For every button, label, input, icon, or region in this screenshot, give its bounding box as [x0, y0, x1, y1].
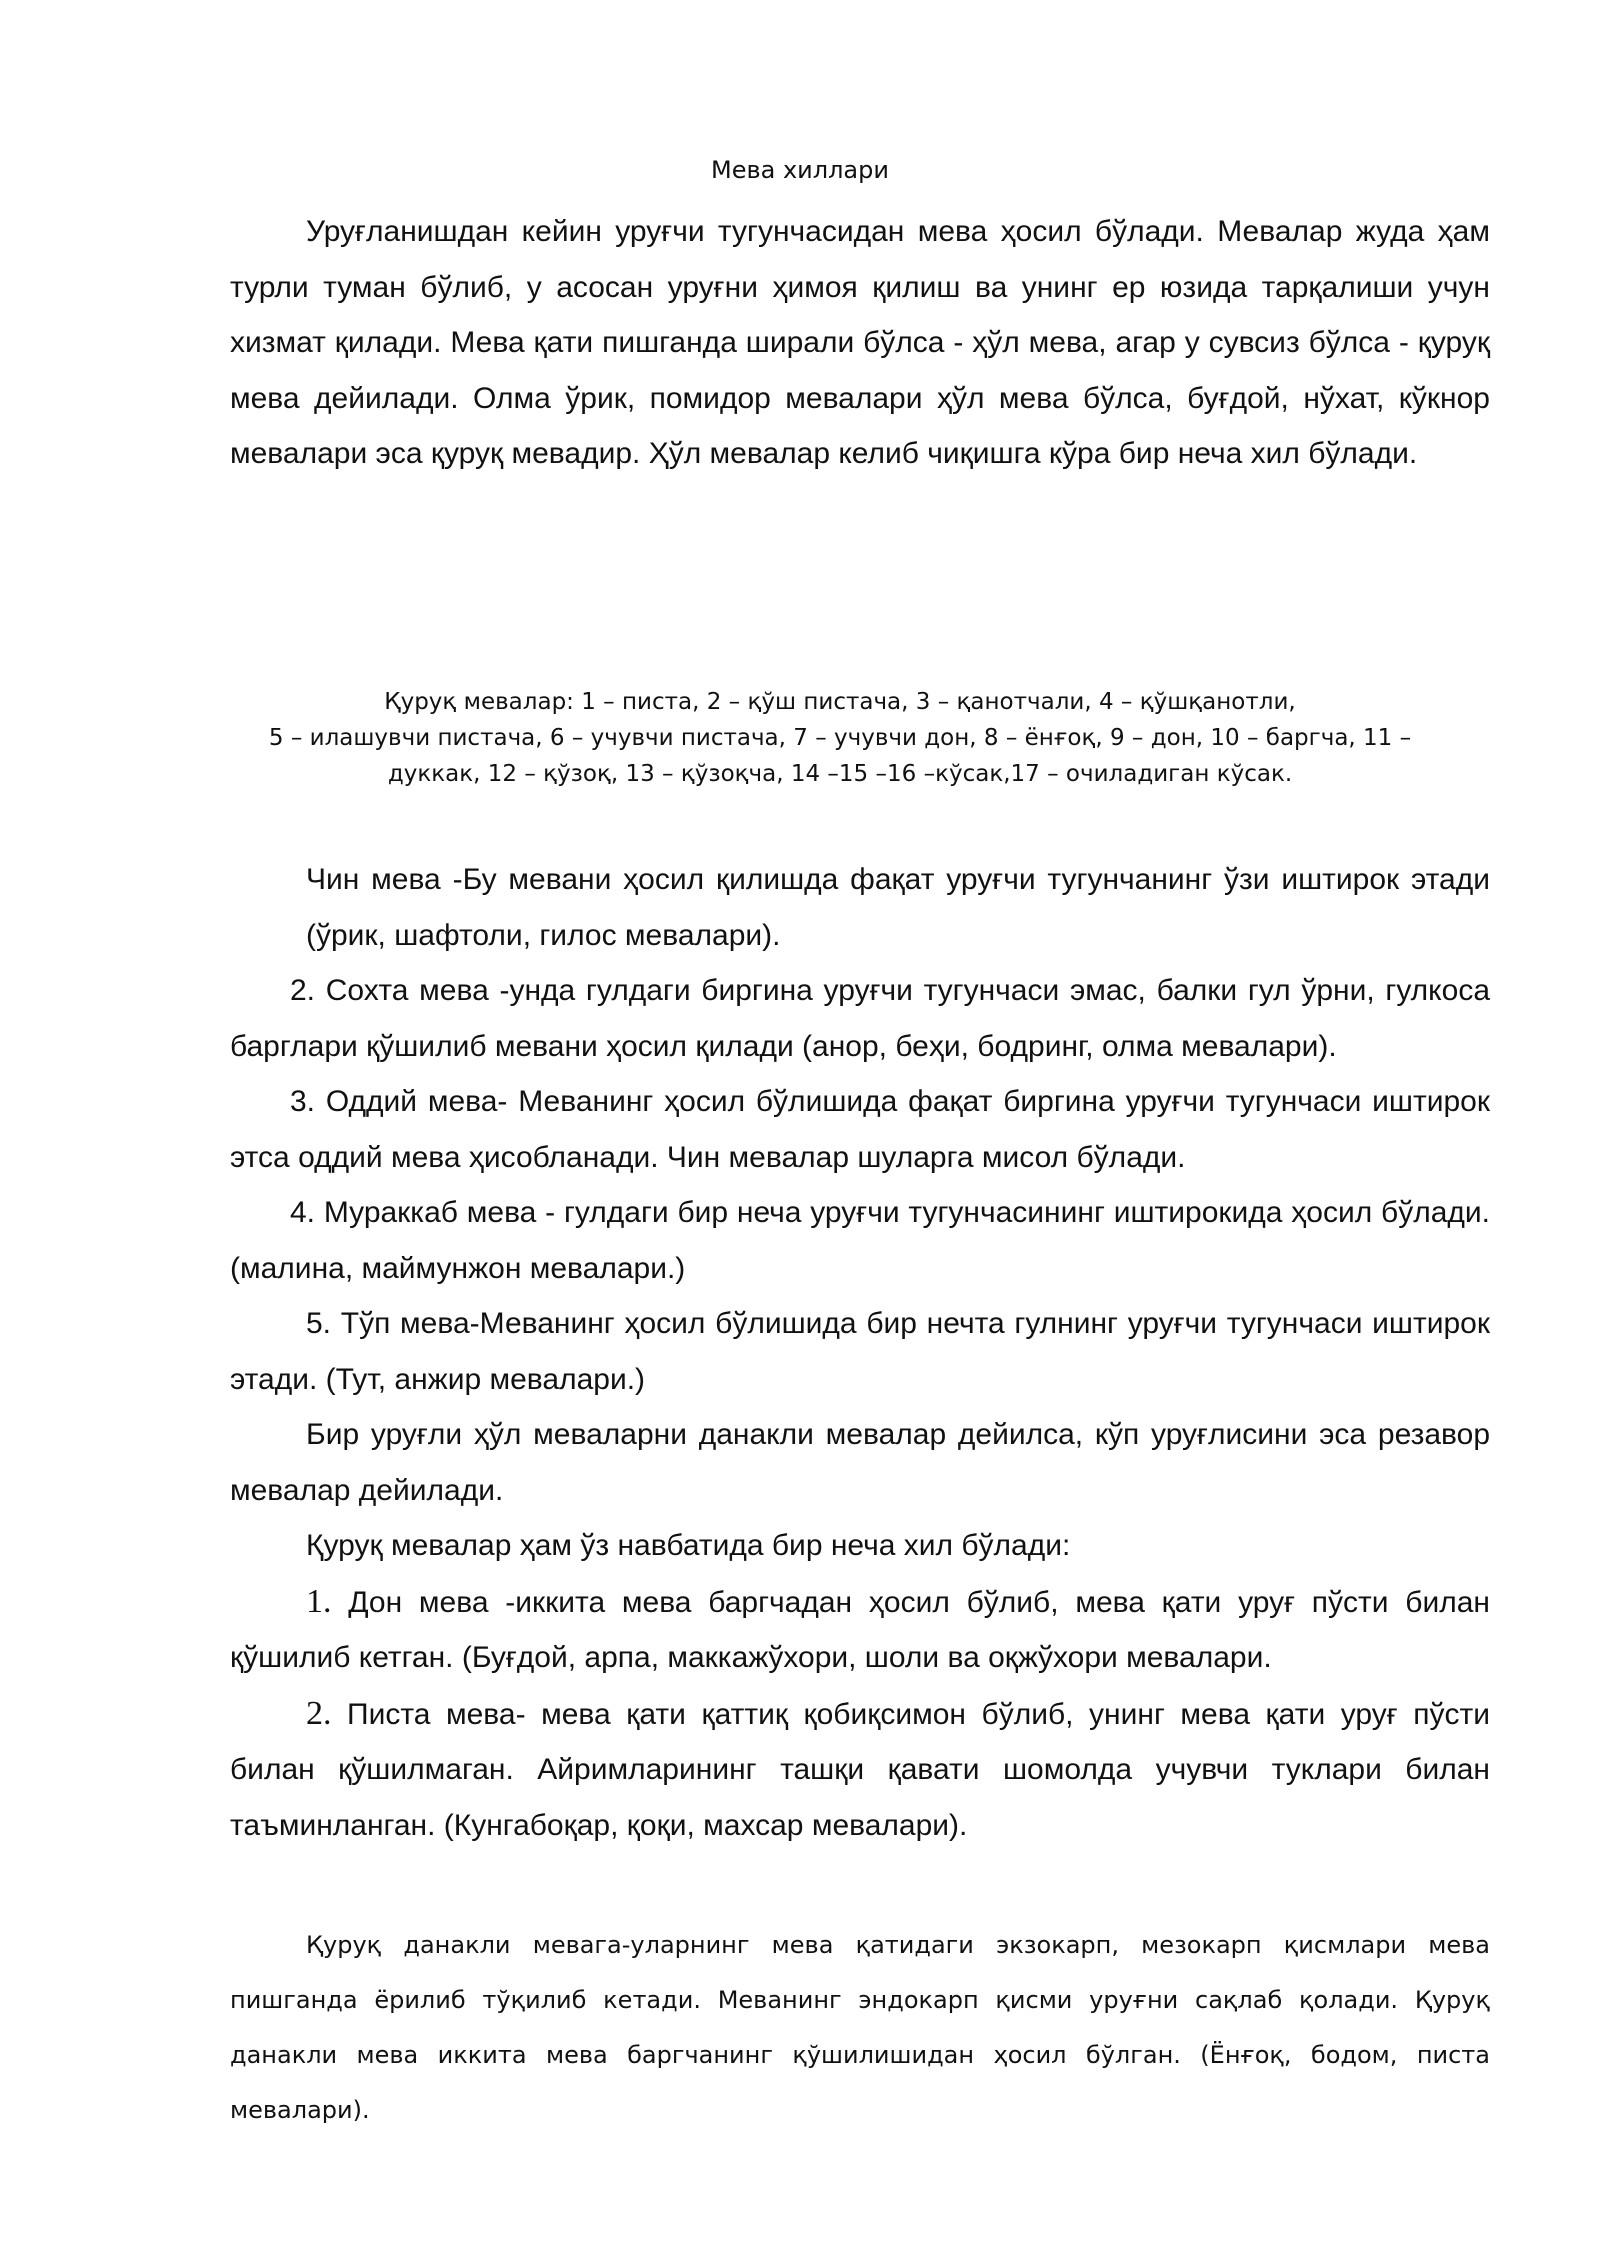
- caption-line: дуккак, 12 – қўзоқ, 13 – қўзоқча, 14 –15 –16 –кўсак,17 – очиладиган кўсак.: [387, 761, 1293, 787]
- dry-item-grain: [230, 1574, 1490, 1686]
- list-item-false-fruit: 2. Сохта мева -унда гулдаги биргина уруғчи тугунчаси эмас, балки гул ўрни, гулкоса барглари қўшилиб мевани ҳосил қилади (анор, беҳи, бодринг, олма мевалари).: [230, 974, 1490, 1063]
- caption-line: Қуруқ мевалар: 1 – писта, 2 – қўш пистача, 3 – қанотчали, 4 – қўшқанотли,: [384, 689, 1296, 715]
- fruit-types-list: [230, 852, 1490, 1853]
- list-item-simple-fruit: 3. Оддий мева- Меванинг ҳосил бўлишида фақат биргина уруғчи тугунчаси иштирок этса оддий мева ҳисобланади. Чин мевалар шуларга мисол бўлади.: [230, 1085, 1490, 1174]
- list-item-true-fruit: Чин мева -Бу мевани ҳосил қилишда фақат уруғчи тугунчанинг ўзи иштирок этади (ўрик, шафтоли, гилос мевалари).: [306, 863, 1490, 952]
- list-item-multiple-fruit: 5. Тўп мева-Меванинг ҳосил бўлишида бир нечта гулнинг уруғчи тугунчаси иштирок этади. (Тут, анжир мевалари.): [230, 1307, 1490, 1396]
- stone-fruit-paragraph: Бир уруғли ҳўл меваларни данакли мевалар дейилса, кўп уруғлисини эса резавор мевалар дейилади.: [230, 1418, 1490, 1507]
- figure-caption: [240, 684, 1440, 792]
- dry-item-text: Писта мева- мева қати қаттиқ қобиқсимон бўлиб, унинг мева қати уруғ пўсти билан қўшилмаган. Айримларининг ташқи қавати шомолда учувчи туклари билан таъминланган. (Кунгабоқар, қоқи, махсар мевалари).: [230, 1697, 1490, 1842]
- page-title: Мева хиллари: [711, 156, 889, 184]
- dry-fruits-intro: Қуруқ мевалар ҳам ўз навбатида бир неча хил бўлади:: [306, 1529, 1071, 1562]
- caption-line: 5 – илашувчи пистача, 6 – учувчи пистача, 7 – учувчи дон, 8 – ёнғоқ, 9 – дон, 10 – баргча, 11 –: [268, 725, 1412, 751]
- dry-item-achene: [230, 1686, 1490, 1854]
- dry-item-text: Дон мева -иккита мева баргчадан ҳосил бўлиб, мева қати уруғ пўсти билан қўшилиб кетган. (Буғдой, арпа, маккажўхори, шоли ва оқжўхори мевалари.: [230, 1585, 1490, 1674]
- dry-item-number: 2.: [306, 1694, 332, 1732]
- dry-item-number: 1.: [306, 1582, 332, 1620]
- list-item-compound-fruit: 4. Мураккаб мева - гулдаги бир неча уруғчи тугунчасининг иштирокида ҳосил бўлади. (малина, маймунжон мевалари.): [230, 1196, 1490, 1285]
- intro-paragraph: Уруғланишдан кейин уруғчи тугунчасидан мева ҳосил бўлади. Мевалар жуда ҳам турли туман бўлиб, у асосан уруғни ҳимоя қилиш ва унинг ер юзида тарқалиши учун хизмат қилади. Мева қати пишганда ширали бўлса - ҳўл мева, агар у сувсиз бўлса - қуруқ мева дейилади. Олма ўрик, помидор мевалари ҳўл мева бўлса, буғдой, нўхат, кўкнор мевалари эса қуруқ мевадир. Ҳўл мевалар келиб чиқишга кўра бир неча хил бўлади.: [230, 215, 1490, 470]
- closing-paragraph: Қуруқ данакли мевага-уларнинг мева қатидаги экзокарп, мезокарп қисмлари мева пишганда ёрилиб тўқилиб кетади. Меванинг эндокарп қисми уруғни сақлаб қолади. Қуруқ данакли мева иккита мева баргчанинг қўшилишидан ҳосил бўлган. (Ёнғоқ, бодом, писта мевалари).: [230, 1931, 1490, 2124]
